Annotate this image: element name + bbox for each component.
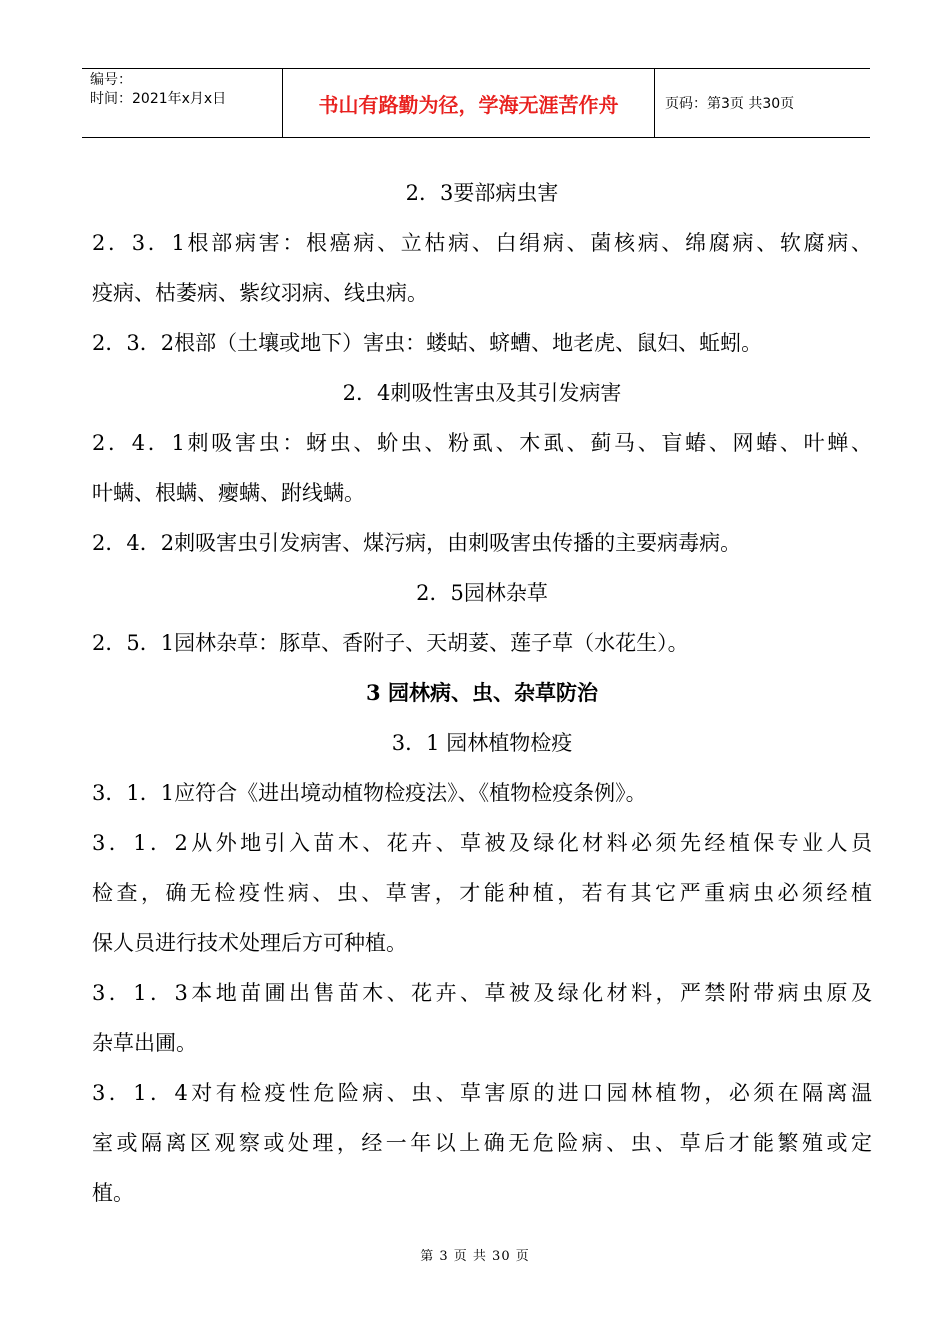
paragraph-line: 2．3．1根部病害：根癌病、立枯病、白绢病、菌核病、绵腐病、软腐病、	[92, 231, 872, 255]
paragraph-line: 2．3．2根部（土壤或地下）害虫：蝼蛄、蛴螬、地老虎、鼠妇、蚯蚓。	[92, 331, 763, 355]
paragraph-line: 2．5．1园林杂草：豚草、香附子、天胡荽、莲子草（水花生）。	[92, 631, 689, 655]
paragraph-line: 2．4．2刺吸害虫引发病害、煤污病，由刺吸害虫传播的主要病毒病。	[92, 531, 742, 555]
paragraph-line: 3．1．3本地苗圃出售苗木、花卉、草被及绿化材料，严禁附带病虫原及	[92, 981, 872, 1005]
section-heading: 2．5园林杂草	[416, 581, 548, 605]
section-heading: 2．3要部病虫害	[405, 181, 559, 205]
section-heading: 2．4刺吸性害虫及其引发病害	[342, 381, 622, 405]
header-page-info: 页码：第3页 共30页	[665, 96, 795, 112]
paragraph-line: 杂草出圃。	[92, 1031, 197, 1055]
section-heading: 3．1 园林植物检疫	[391, 731, 573, 755]
page-footer: 第 3 页 共 30 页	[420, 1249, 530, 1264]
document-number-label: 编号：	[90, 72, 132, 88]
paragraph-line: 3．1．1应符合《进出境动植物检疫法》、《植物检疫条例》。	[92, 781, 647, 805]
paragraph-line: 2．4．1刺吸害虫：蚜虫、蚧虫、粉虱、木虱、蓟马、盲蝽、网蝽、叶蝉、	[92, 431, 872, 455]
paragraph-line: 室或隔离区观察或处理，经一年以上确无危险病、虫、草后才能繁殖或定	[92, 1131, 872, 1155]
document-body	[92, 168, 872, 1218]
paragraph-line: 疫病、枯萎病、紫纹羽病、线虫病。	[92, 281, 428, 305]
header-meta	[82, 69, 283, 137]
paragraph-line: 叶螨、根螨、瘿螨、跗线螨。	[92, 481, 365, 505]
paragraph-line: 3．1．4对有检疫性危险病、虫、草害原的进口园林植物，必须在隔离温	[92, 1081, 872, 1105]
paragraph-line: 检查，确无检疫性病、虫、草害，才能种植，若有其它严重病虫必须经植	[92, 881, 872, 905]
document-time: 时间：2021年x月x日	[90, 91, 227, 107]
chapter-heading: 3 园林病、虫、杂草防治	[366, 680, 598, 705]
header-motto: 书山有路勤为径，学海无涯苦作舟	[283, 69, 655, 137]
page-header	[82, 68, 870, 138]
paragraph-line: 保人员进行技术处理后方可种植。	[92, 931, 407, 955]
paragraph-line: 植。	[92, 1181, 134, 1205]
paragraph-line: 3．1．2从外地引入苗木、花卉、草被及绿化材料必须先经植保专业人员	[92, 831, 872, 855]
